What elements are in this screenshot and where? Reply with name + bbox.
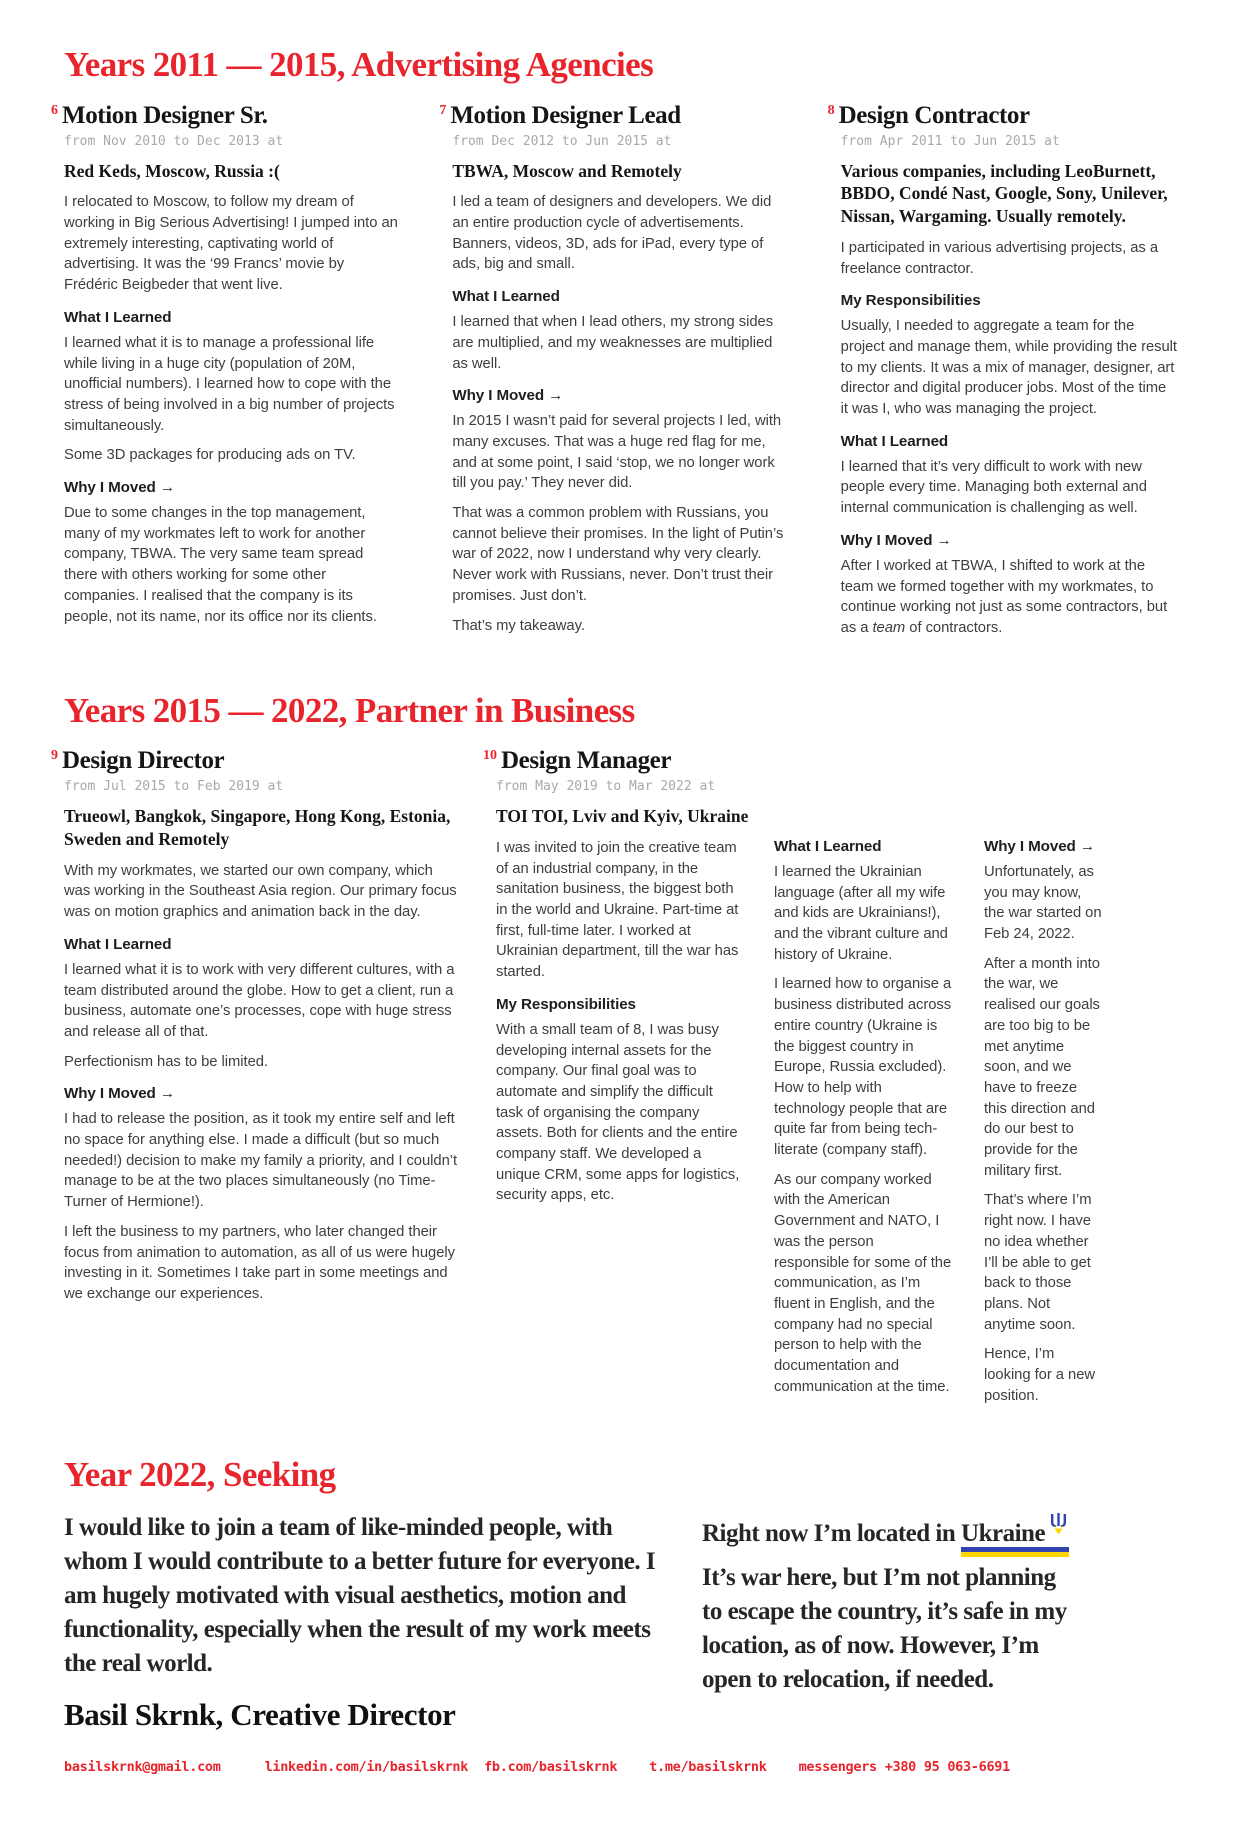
agencies-columns: [51, 101, 1177, 648]
job-paragraph: Perfectionism has to be limited.: [64, 1053, 269, 1070]
paragraph-part: After I worked at TBWA, I shifted to work at the team we formed together with my workmates, to continue working not just as some contractors, but as a: [840, 557, 1168, 636]
job-paragraph: That’s my takeaway.: [452, 617, 585, 634]
section-seeking: [64, 1456, 1177, 1698]
job-dates: from Jul 2015 to Feb 2019 at: [64, 779, 284, 795]
job-paragraph: Due to some changes in the top management, many of my workmates left to work for another company, TBWA. The very same team spread there with others working for some other companies. I realised that the company is its people, not its name, nor its office nor its clients.: [64, 505, 377, 625]
facebook-link[interactable]: fb.com/basilskrnk: [484, 1759, 618, 1776]
job-paragraph: As our company worked with the American Government and NATO, I was the person responsible for some of the communication, as I’m fluent in English, and the company had no special person to help with the documentation and communication at the time.: [774, 1171, 952, 1395]
job-title-text: Motion Designer Sr.: [62, 101, 268, 129]
section-title-seeking: Year 2022, Seeking: [64, 1454, 336, 1494]
job-company: Trueowl, Bangkok, Singapore, Hong Kong, Estonia, Sweden and Remotely: [64, 806, 451, 849]
job-paragraph: Some 3D packages for producing ads on TV.: [64, 447, 356, 464]
job-number: 9: [51, 748, 58, 764]
job-title-text: Design Director: [62, 747, 225, 775]
job-title-text: Design Manager: [501, 747, 672, 775]
messengers-phone: messengers +380 95 063-6691: [798, 1759, 1010, 1776]
why-i-moved-heading: Why I Moved →: [64, 479, 175, 497]
linkedin-link[interactable]: linkedin.com/in/basilskrnk: [264, 1759, 469, 1776]
job-paragraph: That’s where I’m right now. I have no idea whether I’ll be able to get back to those plans. Not anytime soon.: [984, 1192, 1092, 1333]
what-i-learned-heading: What I Learned: [64, 935, 172, 953]
job-title-text: Design Contractor: [838, 101, 1030, 129]
job-paragraph: Hence, I’m looking for a new position.: [984, 1346, 1096, 1404]
what-i-learned-heading: What I Learned: [64, 308, 172, 326]
job-paragraph: In 2015 I wasn’t paid for several projects I led, with many excuses. That was a huge red flag for me, and at some point, I said ‘stop, we no longer work till you pay.’ They never did.: [452, 413, 782, 492]
job-paragraph: I learned the Ukrainian language (after all my wife and kids are Ukrainians!), and the vibrant culture and history of Ukraine.: [774, 863, 948, 963]
job-number: 7: [439, 102, 447, 118]
ukraine-trident-icon: [1050, 1511, 1067, 1545]
section-title-advertising-agencies: Years 2011 — 2015, Advertising Agencies: [64, 45, 654, 84]
footer-name: Basil Skrnk, Creative Director: [64, 1697, 456, 1733]
design-manager-subcolumns: [496, 838, 1177, 1416]
job-title: [51, 101, 400, 131]
job-paragraph: Unfortunately, as you may know, the war started on Feb 24, 2022.: [984, 863, 1102, 943]
contact-links: [64, 1759, 1177, 1775]
what-i-learned-heading: What I Learned: [452, 288, 560, 306]
job-design-director: [51, 747, 462, 1415]
war-note-text: It’s war here, but I’m not planning to escape the country, it’s safe in my location, as of now. However, I’m open to relocation, if needed.: [702, 1564, 1067, 1694]
job-company: TBWA, Moscow and Remotely: [452, 160, 682, 181]
seeking-pitch-text: I would like to join a team of like-minded people, with whom I would contribute to a better future for everyone. I am hugely motivated with visual aesthetics, motion and functionality, especially when the result of my work meets the real world.: [64, 1514, 656, 1678]
design-manager-col-overview: [496, 838, 742, 1416]
job-paragraph: [841, 556, 1177, 639]
job-title: [51, 747, 462, 776]
job-company: Red Keds, Moscow, Russia :(: [64, 160, 280, 181]
design-manager-col-learned: [774, 838, 952, 1416]
job-paragraph: That was a common problem with Russians, you cannot believe their promises. In the light of Putin’s war of 2022, now I understand why very clearly. Never work with Russians, never. Don’t trust their promises. Just don’t.: [452, 505, 784, 604]
why-i-moved-heading: Why I Moved →: [840, 531, 952, 549]
job-paragraph: I left the business to my partners, who later changed their focus from animation to automation, as all of us were hugely investing in it. Sometimes I take part in some meetings and we exchange our experiences.: [64, 1223, 455, 1302]
location-line: [702, 1511, 1070, 1551]
job-dates: from Apr 2011 to Jun 2015 at: [840, 133, 1060, 149]
job-dates: from Nov 2010 to Dec 2013 at: [64, 133, 284, 149]
job-title: [827, 101, 1177, 131]
job-paragraph: After a month into the war, we realised our goals are too big to be met anytime soon, and we have to freeze this direction and do our best to provide for the military first.: [984, 955, 1100, 1179]
section-partner-in-business: [51, 690, 1177, 1456]
what-i-learned-heading: What I Learned: [840, 432, 949, 450]
partner-columns: [51, 747, 1177, 1415]
job-paragraph: I had to release the position, as it took my entire self and left no space for anything else. I made a difficult (but so much needed!) decision to make my family a priority, and I couldn’t manage to be at the two places simultaneously (no Time-Turner of Hermione!).: [64, 1111, 458, 1211]
job-paragraph: I relocated to Moscow, to follow my dream of working in Big Serious Advertising! I jumped into an extremely interesting, captivating world of advertising. It was the ‘99 Francs’ movie by Frédéric Beigbeder that went live.: [64, 194, 398, 294]
seeking-columns: [64, 1511, 1177, 1697]
ukraine-link[interactable]: Ukraine: [961, 1517, 1045, 1551]
job-title: [439, 101, 788, 131]
job-paragraph: I learned what it is to manage a professional life while living in a huge city (population of 20M, unofficial numbers). I learned how to cope with the stress of being involved in a big number of projects simultaneously.: [64, 334, 395, 434]
job-paragraph: I led a team of designers and developers. We did an entire production cycle of advertisements. Banners, videos, 3D, ads for iPad, every type of ads, big and small.: [452, 194, 772, 273]
job-company: TOI TOI, Lviv and Kyiv, Ukraine: [496, 806, 749, 827]
paragraph-part: of contractors.: [905, 619, 1003, 636]
job-company: Various companies, including LeoBurnett, BBDO, Condé Nast, Google, Sony, Unilever, Nissan, Wargaming. Usually remotely.: [840, 160, 1168, 227]
job-paragraph: I was invited to join the creative team of an industrial company, in the sanitation business, the biggest both in the world and Ukraine. Part-time at first, full-time later. I worked at Ukrainian department, till the war has started.: [496, 839, 739, 981]
my-responsibilities-heading: My Responsibilities: [840, 292, 981, 310]
job-paragraph: I learned that when I lead others, my strong sides are multiplied, and my weaknesses are multiplied as well.: [452, 314, 774, 372]
job-paragraph: With my workmates, we started our own company, which was working in the Southeast Asia region. Our primary focus was on motion graphics and animation back in the day.: [64, 862, 457, 921]
job-paragraph: I participated in various advertising projects, as a freelance contractor.: [840, 239, 1158, 277]
location-prefix: Right now I’m located in: [702, 1520, 962, 1548]
job-paragraph: I learned how to organise a business distributed across entire country (Ukraine is the biggest country in Europe, Russia excluded). How to help with technology people that are quite far from being tech-literate (company staff).: [774, 976, 952, 1159]
job-design-contractor: [827, 101, 1177, 648]
why-i-moved-heading: Why I Moved →: [984, 837, 1095, 855]
section-advertising-agencies: [51, 45, 1177, 692]
why-i-moved-heading: Why I Moved →: [64, 1085, 175, 1103]
job-motion-designer-lead: [439, 101, 788, 648]
job-dates: from Dec 2012 to Jun 2015 at: [452, 133, 672, 149]
job-number: 10: [483, 748, 497, 764]
why-i-moved-heading: Why I Moved →: [452, 387, 564, 405]
job-motion-designer-sr: [51, 101, 400, 648]
my-responsibilities-heading: My Responsibilities: [496, 995, 636, 1013]
job-dates: from May 2019 to Mar 2022 at: [496, 779, 716, 795]
email-link[interactable]: basilskrnk@gmail.com: [64, 1759, 221, 1776]
job-design-manager: [483, 747, 1177, 1415]
telegram-link[interactable]: t.me/basilskrnk: [649, 1759, 767, 1776]
job-title: [483, 747, 1177, 776]
job-paragraph: I learned what it is to work with very different cultures, with a team distributed around the globe. How to get a client, run a business, automate one’s processes, cope with huge stress and release all of that.: [64, 961, 455, 1040]
what-i-learned-heading: What I Learned: [774, 837, 882, 855]
job-title-text: Motion Designer Lead: [450, 101, 681, 129]
seeking-location-block: [702, 1511, 1070, 1697]
design-manager-col-moved: [984, 838, 1102, 1416]
job-paragraph: With a small team of 8, I was busy developing internal assets for the company. Our final goal was to automate and simplify the difficult task of organising the company assets. Both for clients and the entire company staff. We developed a unique CRM, some apps for logistics, security apps, etc.: [496, 1021, 740, 1204]
job-paragraph: Usually, I needed to aggregate a team for the project and manage them, while providing the result to my clients. It was a mix of manager, designer, art director and digital producer jobs. Most of the time it was I, who was managing the project.: [840, 318, 1177, 418]
section-title-partner-in-business: Years 2015 — 2022, Partner in Business: [64, 690, 635, 730]
job-paragraph: I learned that it’s very difficult to work with new people every time. Managing both external and internal communication is challenging as well.: [840, 458, 1147, 517]
paragraph-italic: team: [872, 619, 906, 636]
job-number: 6: [51, 102, 58, 118]
job-number: 8: [827, 102, 835, 118]
footer: [64, 1697, 1177, 1841]
